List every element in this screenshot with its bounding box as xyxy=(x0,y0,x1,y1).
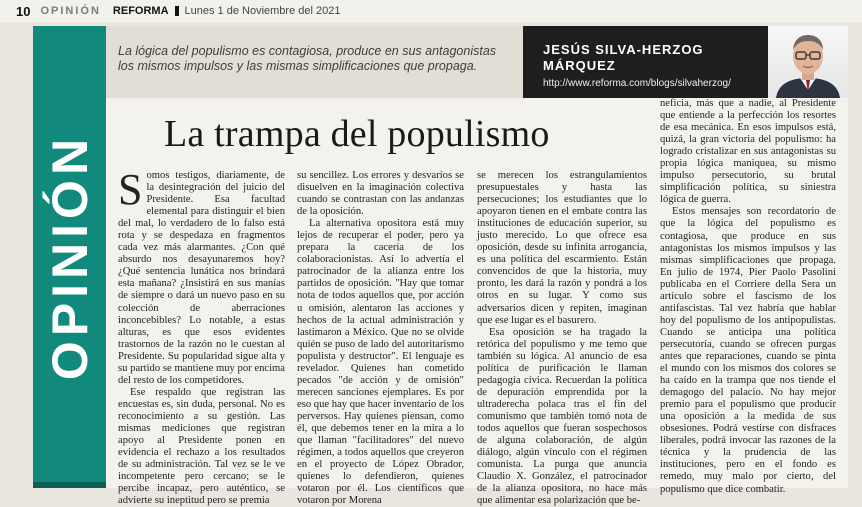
article-headline: La trampa del populismo xyxy=(164,113,550,155)
publication-date: Lunes 1 de Noviembre del 2021 xyxy=(184,5,341,17)
summary-banner xyxy=(106,26,523,98)
page-number: 10 xyxy=(16,3,31,19)
section-sidebar xyxy=(33,26,106,488)
paragraph-text: omos testigos, diariamente, de la desintegración del juicio del Presidente. Esa facultad elemental para distinguir el bien del mal, lo verdadero de lo falso está rota y se despedaza en fragmentos cada vez más alarmantes. ¿Con qué absurdo nos desayunaremos hoy? ¿Qué sentencia lunática nos brindará esta mañana? ¿Insistirá en sus manías de siempre o dará un nuevo paso en su colección de aberraciones inconcebibles? Lo notable, a estas alturas, es que esos evidentes trastornos de la razón no le cuestan al Presidente. Su popularidad sigue alta y su partido se mantiene muy por encima del resto de los competidores. xyxy=(118,170,285,386)
text-column-1 xyxy=(118,165,285,507)
page-header xyxy=(0,0,862,22)
author-blog-link[interactable]: http://www.reforma.com/blogs/silvaherzog/ xyxy=(543,78,731,89)
author-portrait-icon xyxy=(768,26,848,98)
summary-quote: La lógica del populismo es contagiosa, produce en sus antagonistas los mismos impulsos y las mismas simplificaciones que propaga. xyxy=(118,44,497,73)
drop-cap: S xyxy=(118,165,143,214)
paragraph: La alternativa opositora está muy lejos de recuperar el poder, pero ya prepara la cacería de los colaboracionistas. Así lo advertía el patrocinador de la alianza entre los partidos de oposición. "Hay que tomar nota de todos aquellos que, por acción u omisión, alentaron las acciones y hechos de la actual administración y lastimaron a México. Que no se olvide quién se puso de lado del autoritarismo populista y destructor". El lenguaje es revelador. Quienes han cometido pecados "de acción y de omisión" merecen sanciones ejemplares. Es por eso que hay que hacer inventario de los perversos. Hay quienes piensan, como él, que debemos tener en la mira a lo que llaman "facilitadores" del nuevo régimen, a todos aquellos que creyeron en el proyecto de López Obrador, quienes lo defendieron, quienes votaron por él. Los científicos que votaron por Morena xyxy=(297,218,464,507)
sidebar-section-label: OPINIÓN xyxy=(41,133,98,381)
author-photo xyxy=(768,26,848,98)
author-name-line1: JESÚS SILVA-HERZOG xyxy=(543,42,704,57)
text-column-3 xyxy=(477,170,647,507)
paragraph: neficia, más que a nadie, al Presidente que entiende a la perfección los resortes de esa mecánica. En esos impulsos está, quizá, la gran victoria del populismo: ha logrado cristalizar en sus antagonistas su propia lógica maniquea, su mismo impulso persecutorio, su brutal simplificación política, su siniestra lógica de guerra. xyxy=(660,98,836,206)
author-name-line2: MÁRQUEZ xyxy=(543,58,616,73)
text-column-2 xyxy=(297,170,464,507)
author-name xyxy=(543,42,704,74)
text-column-4 xyxy=(660,98,836,496)
header-divider xyxy=(175,6,179,16)
sidebar-stripe xyxy=(33,482,106,488)
publication-name: REFORMA xyxy=(112,5,169,17)
paragraph: se merecen los estrangulamientos presupuestales y hasta las persecuciones; los estudiantes que lo apoyaron tienen en el embate contra las instituciones de educación superior, su justo merecido. Lo que ofrece esa oposición, desde su infinita arrogancia, es una política del escarmiento. Están convencidos de que la historia, muy pronto, les dará la razón y pondrá a los otros en su lugar. Y como sus adversarios dicen y repiten, imaginan que ese lugar es el basurero. xyxy=(477,170,647,326)
section-label: OPINIÓN xyxy=(40,5,101,17)
author-box xyxy=(523,26,848,98)
paragraph: Esa oposición se ha tragado la retórica del populismo y me temo que también su lógica. Al anuncio de esa política de purificación le llaman pedagogía cívica. Recuerdan la política de depuración emprendida por la ultraderecha polaca tras el fin del comunismo que también tomó nota de todos aquellos que fueran sospechosos de alguna colaboración, de algún diálogo, algún vínculo con el régimen comunista. La purga que anuncia Claudio X. González, el patrocinador de la alianza opositora, no hace más que alimentar esa polarización que be- xyxy=(477,326,647,507)
paragraph: Ese respaldo que registran las encuestas es, sin duda, personal. No es reconocimiento a su gestión. Las mismas mediciones que registran apoyo al Presidente ponen en evidencia el rechazo a los resultados de su administración. Tal vez se le ve incompetente pero cercano; se le percibe incapaz, pero auténtico, se advierte su ineptitud pero se premia xyxy=(118,386,285,507)
paragraph: Estos mensajes son recordatorio de que la lógica del populismo es contagiosa, que produce en sus antagonistas los mismos impulsos y las mismas simplificaciones que propaga. En julio de 1974, Pier Paolo Pasolini publicaba en el Corriere della Sera un artículo sobre el fascismo de los antifascistas. Tal vez habría que hablar hoy del populismo de los antipopulistas. Cuando se anticipa una política persecutoria, cuando se ofrecen purgas antes que reparaciones, cuando se pinta el mundo con los mismos dos colores se ha caído en la trampa que nos tiende el demagogo del palacio. No hay mejor premio para el populismo que producir una oposición a la medida de sus obsesiones. Podrá vestirse con disfraces liberales, podrá invocar las razones de la técnica y la prudencia de las instituciones, pero en el fondo es remedo, muy malo por cierto, del populismo que dice combatir. xyxy=(660,206,836,495)
paragraph: su sencillez. Los errores y desvaríos se disuelven en la imaginación colectiva cuando se contrastan con las andanzas de la oposición. xyxy=(297,170,464,218)
paragraph xyxy=(118,165,285,387)
